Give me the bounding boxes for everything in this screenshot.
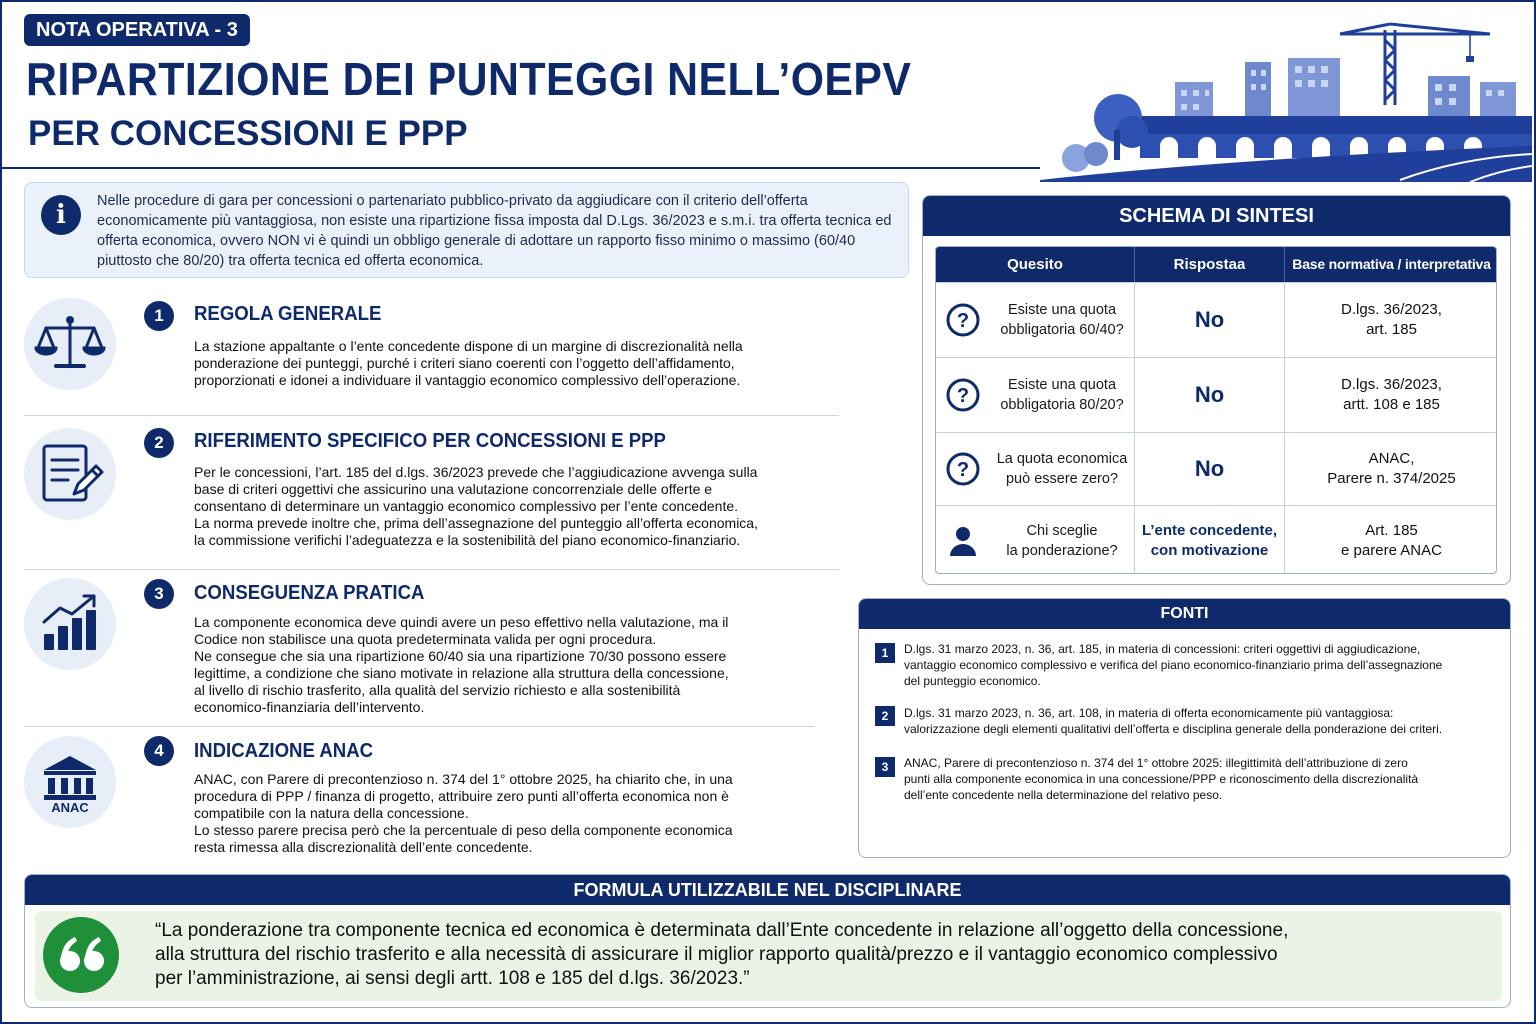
sources-box: [858, 598, 1511, 858]
section-line: proporzionati e idonei a individuare il vantaggio economico complessivo dell’operazione.: [194, 372, 741, 388]
basis-text: [1341, 521, 1442, 561]
document-pen-icon: [24, 428, 116, 520]
section-line: Lo stesso parere precisa però che la percentuale di peso della componente economica: [194, 822, 733, 838]
section-line: Per le concessioni, l’art. 185 del d.lgs. 36/2023 prevede che l’aggiudicazione avvenga sulla: [194, 464, 758, 480]
basis-line: D.lgs. 36/2023,: [1341, 301, 1442, 318]
column-header-basis: Base normativa / interpretativa: [1284, 247, 1497, 282]
question-cell: [936, 506, 1134, 574]
formula-body: [35, 911, 1502, 1001]
question-line: la ponderazione?: [1006, 542, 1118, 559]
note-badge: NOTA OPERATIVA - 3: [24, 14, 250, 46]
question-line: obbligatoria 60/40?: [1000, 322, 1124, 338]
formula-line: per l’amministrazione, ai sensi degli artt. 108 e 185 del d.lgs. 36/2023.”: [155, 968, 750, 989]
svg-text:?: ?: [956, 310, 970, 332]
question-line: Esiste una quota: [1007, 377, 1117, 393]
sources-title: FONTI: [859, 599, 1510, 629]
summary-schema: [922, 195, 1511, 585]
quote-icon: [43, 917, 119, 993]
source-line: del punteggio economico.: [904, 674, 1041, 688]
section-line: resta rimessa alla discrezionalità dell’ente concedente.: [194, 839, 533, 855]
section-line: Codice non stabilisce una quota predeterminata valida per ogni procedura.: [194, 631, 657, 647]
section-line: compatibile con la natura della concessione.: [194, 805, 469, 821]
section-title: INDICAZIONE ANAC: [194, 740, 374, 762]
question-line: Esiste una quota: [1007, 302, 1117, 318]
table-row: [936, 357, 1497, 432]
section-body: [194, 464, 824, 549]
formula-line: “La ponderazione tra componente tecnica ed economica è determinata dall’Ente concedente in relazione all’oggetto della concessione,: [155, 920, 1289, 941]
answer-line: con motivazione: [1150, 541, 1269, 559]
question-line: Chi sceglie: [1026, 522, 1098, 539]
source-line: D.lgs. 31 marzo 2023, n. 36, art. 185, in materia di concessioni: criteri oggettivi di aggiudicazione,: [904, 642, 1421, 656]
table-row: [936, 432, 1497, 505]
basis-line: Parere n. 374/2025: [1327, 470, 1456, 487]
basis-cell: [1284, 358, 1497, 432]
source-text: [904, 641, 1494, 689]
table-row: [936, 282, 1497, 357]
column-header-answer: Rispostaa: [1134, 247, 1284, 282]
source-line: punti alla componente economica in una concessione/PPP e riconoscimento della discrezionalità: [904, 772, 1419, 786]
question-icon: [946, 378, 980, 412]
formula-quote: [155, 919, 1495, 991]
section-divider: [24, 569, 839, 570]
schema-title: SCHEMA DI SINTESI: [923, 196, 1510, 236]
basis-line: D.lgs. 36/2023,: [1341, 376, 1442, 393]
section-line: al livello di rischio trasferito, alla qualità del servizio richiesto e alla sostenibilità: [194, 682, 681, 698]
section-number: 4: [144, 736, 174, 766]
formula-box: [24, 874, 1511, 1008]
column-header-question: Quesito: [936, 247, 1134, 282]
answer-cell: [1134, 358, 1284, 432]
section-line: ponderazione dei punteggi, purché i criteri siano coerenti con l’oggetto dell’affidamento,: [194, 355, 735, 371]
source-number: 2: [875, 706, 895, 726]
intro-text: Nelle procedure di gara per concessioni o partenariato pubblico-privato da aggiudicare con il criterio dell’offerta economicamente più vantaggiosa, non esiste una ripartizione fissa imposta dal D.Lgs. 36/2023 e s.m.i. tra offerta tecnica ed offerta economica, ovvero NON vi è quindi un obbligo generale di adottare un rapporto fisso minimo o massimo (60/40 piuttosto che 80/20) tra offerta tecnica ed offerta economica.: [97, 193, 892, 269]
section-title: REGOLA GENERALE: [194, 303, 382, 325]
source-line: ANAC, Parere di precontenzioso n. 374 del 1° ottobre 2025: illegittimità dell’attribuzione di zero: [904, 756, 1408, 770]
section-line: economico-finanziaria dell’intervento.: [194, 699, 425, 715]
section-line: ANAC, con Parere di precontenzioso n. 374 del 1° ottobre 2025, ha chiarito che, in una: [194, 771, 733, 787]
page-title: RIPARTIZIONE DEI PUNTEGGI NELL’OEPV: [26, 53, 912, 105]
basis-cell: [1284, 506, 1497, 574]
section-line: la commissione verifichi l’adeguatezza e la sostenibilità del piano economico-finanziario.: [194, 532, 741, 548]
table-row: [936, 505, 1497, 574]
answer-line: L’ente concedente,: [1141, 521, 1278, 539]
question-icon: [946, 452, 980, 486]
basis-line: art. 185: [1366, 321, 1417, 338]
section-title: CONSEGUENZA PRATICA: [194, 582, 425, 604]
growth-chart-icon: [24, 578, 116, 670]
question-text: [992, 300, 1132, 340]
formula-title: FORMULA UTILIZZABILE NEL DISCIPLINARE: [25, 875, 1510, 905]
person-icon: [946, 524, 980, 558]
answer-cell: [1134, 433, 1284, 505]
section-body: [194, 771, 774, 856]
section-line: consentano di determinare un vantaggio economico complessivo per l’ente concedente.: [194, 498, 739, 514]
basis-line: artt. 108 e 185: [1343, 396, 1440, 413]
section-line: La componente economica deve quindi avere un peso effettivo nella valutazione, ma il: [194, 614, 729, 630]
answer-cell: [1134, 283, 1284, 357]
city-skyline-illustration: [1040, 20, 1532, 182]
section-line: Ne consegue che sia una ripartizione 60/40 sia una ripartizione 70/30 possono essere: [194, 648, 727, 664]
section-line: procedura di PPP / finanza di progetto, attribuire zero punti all’offerta economica non è: [194, 788, 729, 804]
formula-line: alla struttura del rischio trasferito e alla necessità di assicurare il miglior rapporto qualità/prezzo e il vantaggio economico complessivo: [155, 944, 1278, 965]
source-number: 1: [875, 643, 895, 663]
section-body: [194, 338, 834, 389]
source-text: [904, 755, 1494, 803]
section-line: base di criteri oggettivi che assicurino una valutazione concorrenziale delle offerte e: [194, 481, 713, 497]
source-line: vantaggio economico complessivo e verifica del piano economico-finanziario prima dell’assegnazione: [904, 658, 1443, 672]
question-text: [992, 521, 1132, 561]
page-subtitle: PER CONCESSIONI E PPP: [28, 114, 468, 153]
question-text: [992, 375, 1132, 415]
section-number: 2: [144, 428, 174, 458]
summary-table: [935, 246, 1497, 574]
answer-cell: [1134, 506, 1284, 574]
question-line: può essere zero?: [1005, 471, 1119, 487]
anac-label: ANAC: [51, 800, 89, 815]
question-cell: [936, 283, 1134, 357]
header-divider: [0, 167, 1040, 169]
section-body: [194, 614, 794, 716]
basis-line: ANAC,: [1368, 450, 1415, 467]
basis-line: e parere ANAC: [1341, 541, 1442, 559]
question-text: [992, 449, 1132, 489]
svg-text:?: ?: [956, 385, 970, 407]
section-line: La stazione appaltante o l’ente concedente dispone di un margine di discrezionalità nella: [194, 338, 743, 354]
scales-icon: [24, 298, 116, 390]
answer-text: No: [1194, 307, 1225, 332]
info-icon: i: [41, 195, 81, 235]
intro-box: [24, 182, 909, 278]
answer-text: [1142, 521, 1277, 561]
basis-line: Art. 185: [1365, 521, 1418, 539]
answer-text: No: [1194, 456, 1225, 481]
question-icon: [946, 303, 980, 337]
basis-cell: [1284, 433, 1497, 505]
basis-cell: [1284, 283, 1497, 357]
section-line: legittime, a condizione che siano motivate in relazione alla struttura della concessione,: [194, 665, 729, 681]
section-number: 3: [144, 579, 174, 609]
basis-text: [1327, 449, 1455, 489]
section-title: RIFERIMENTO SPECIFICO PER CONCESSIONI E PPP: [194, 430, 666, 452]
question-line: La quota economica: [996, 451, 1128, 467]
source-line: dell’ente concedente nella determinazione del relativo peso.: [904, 788, 1223, 802]
section-divider: [24, 726, 814, 727]
anac-building-icon: [24, 736, 116, 828]
svg-text:?: ?: [956, 459, 970, 481]
question-cell: [936, 358, 1134, 432]
answer-text: No: [1194, 382, 1225, 407]
question-cell: [936, 433, 1134, 505]
source-line: valorizzazione degli elementi qualitativi dell’offerta e disciplina generale della ponderazione dei criteri.: [904, 722, 1443, 736]
section-number: 1: [144, 301, 174, 331]
source-number: 3: [875, 757, 895, 777]
source-line: D.lgs. 31 marzo 2023, n. 36, art. 108, in materia di offerta economicamente più vantaggiosa:: [904, 706, 1394, 720]
basis-text: [1341, 375, 1442, 415]
section-divider: [24, 415, 839, 416]
section-line: La norma prevede inoltre che, prima dell’assegnazione del punteggio all’offerta economica,: [194, 515, 758, 531]
basis-text: [1341, 300, 1442, 340]
question-line: obbligatoria 80/20?: [1000, 397, 1124, 413]
source-text: [904, 705, 1494, 737]
